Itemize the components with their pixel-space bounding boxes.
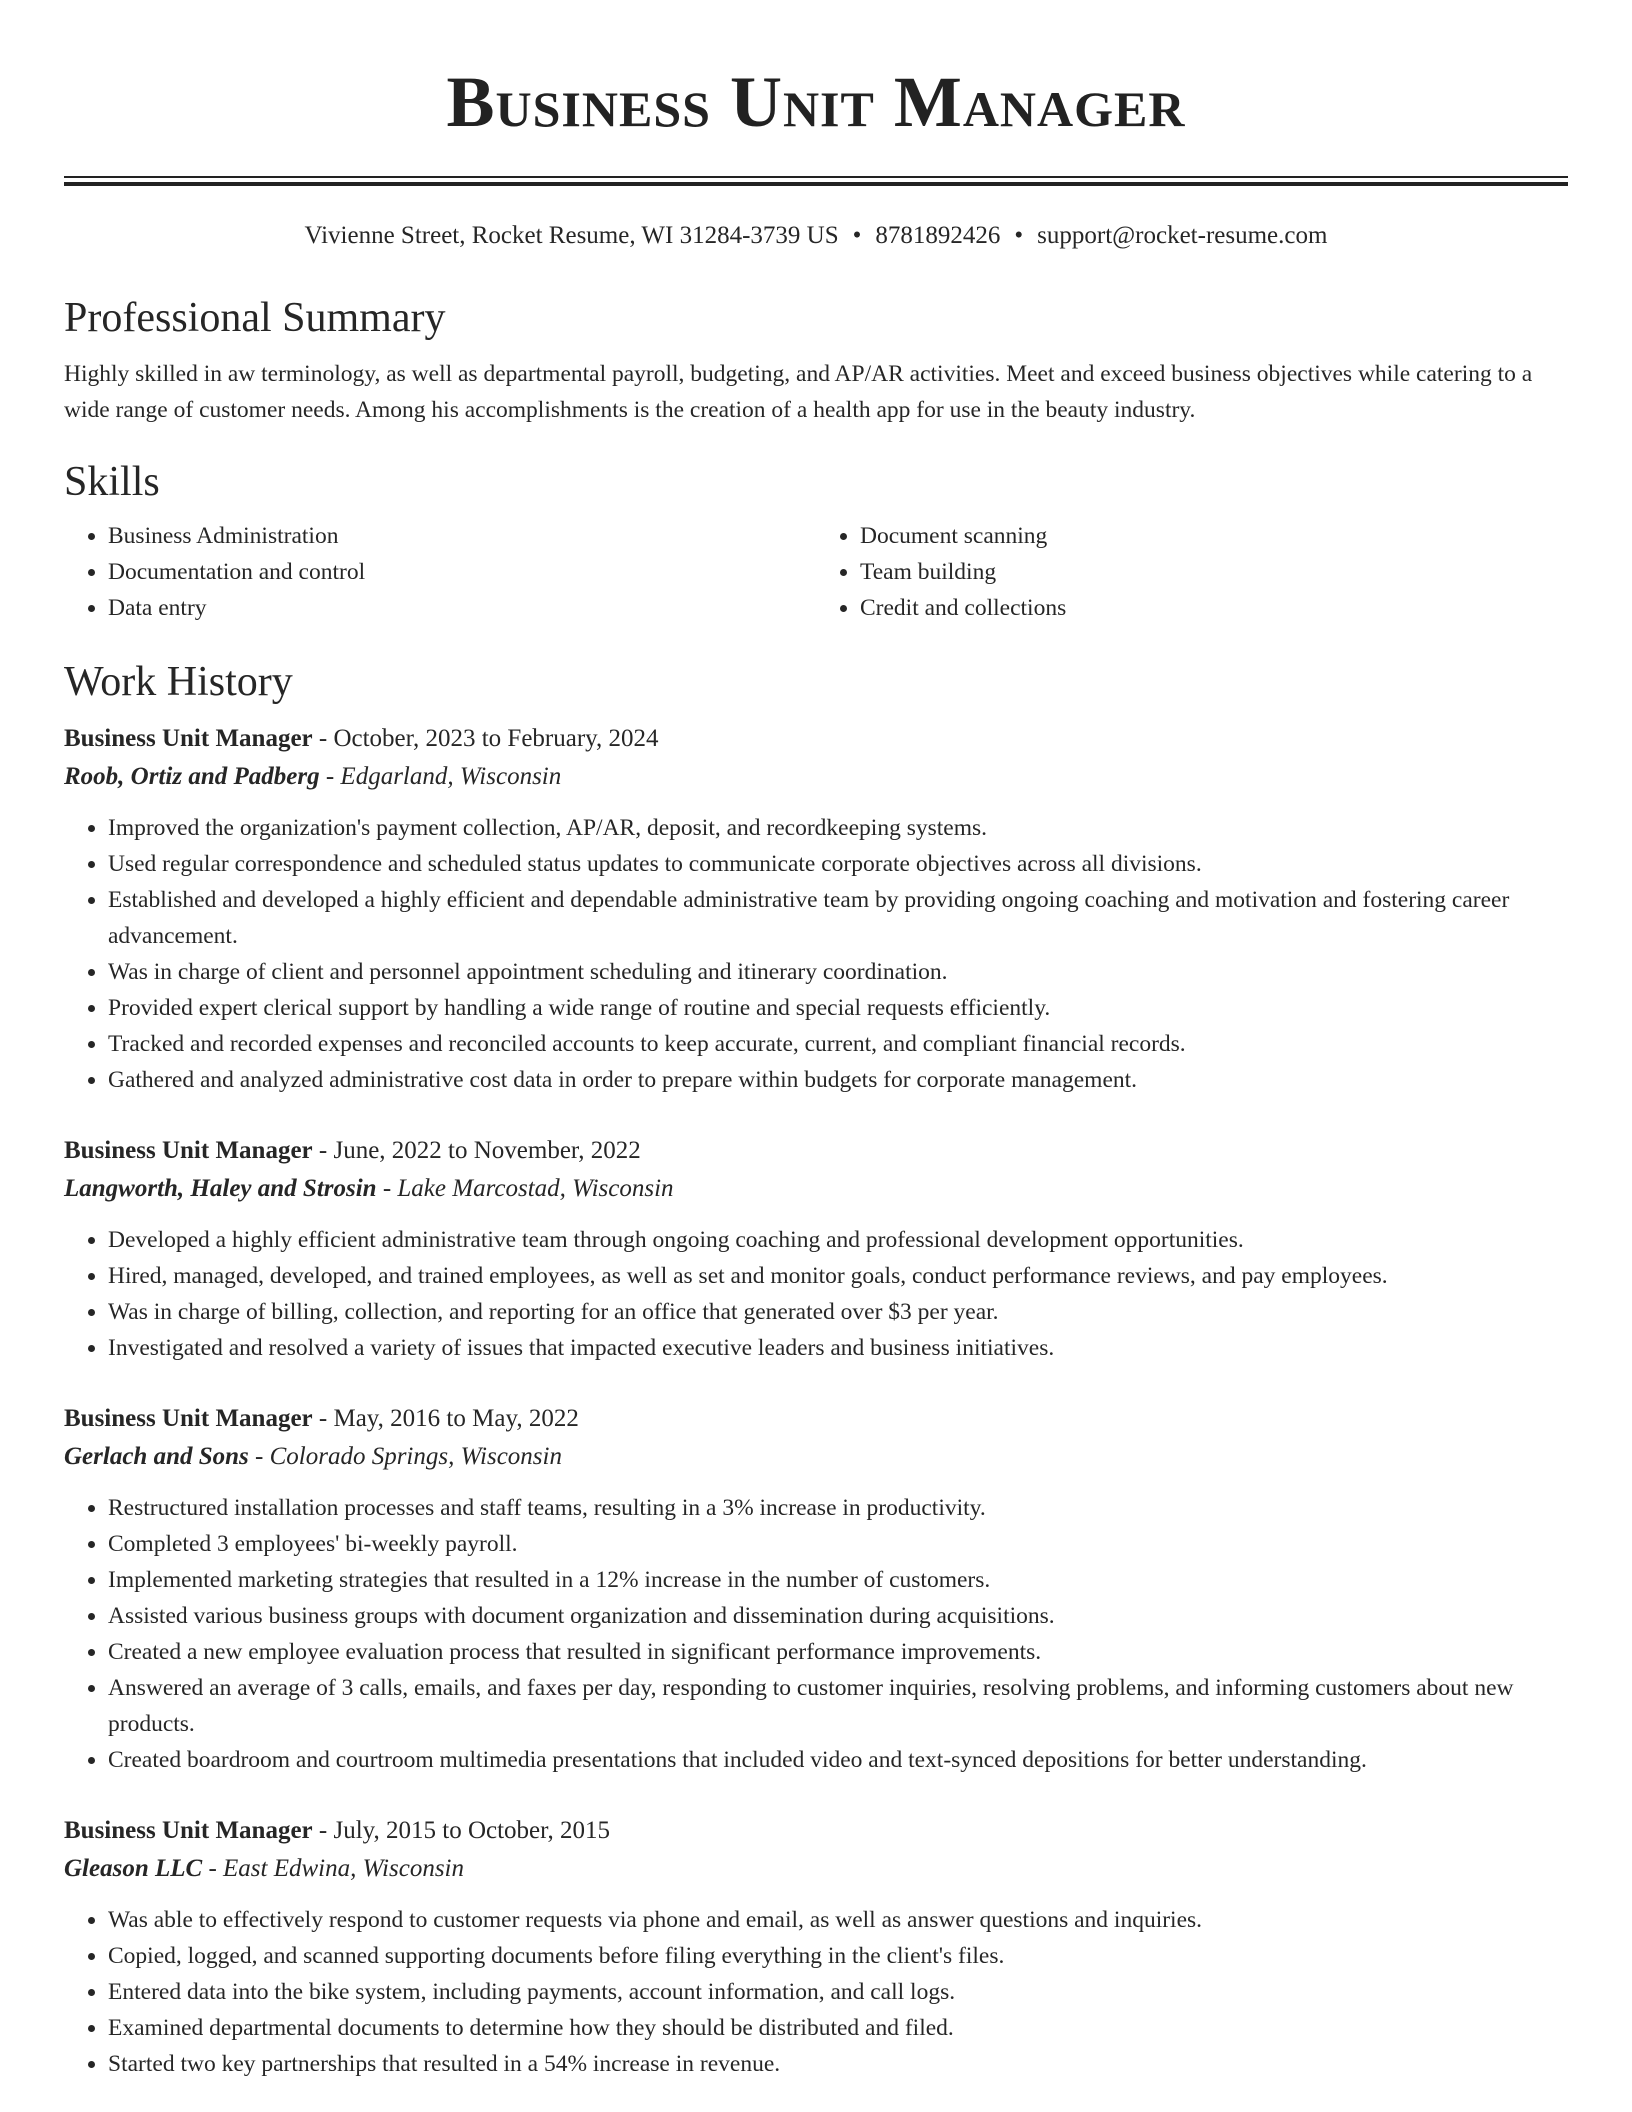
job-bullet: • Was in charge of client and personnel appointment scheduling and itinerary coordination. [108, 954, 1568, 990]
job-bullet: • Tracked and recorded expenses and reconciled accounts to keep accurate, current, and compliant financial records. [108, 1026, 1568, 1062]
job-bullets [64, 810, 1568, 1098]
company-location: - Edgarland, Wisconsin [319, 763, 562, 790]
skills-column-left [64, 518, 816, 626]
job-bullet: • Started two key partnerships that resulted in a 54% increase in revenue. [108, 2046, 1568, 2082]
company-location: - East Edwina, Wisconsin [202, 1855, 465, 1882]
job-bullet: • Used regular correspondence and scheduled status updates to communicate corporate objectives across all divisions. [108, 846, 1568, 882]
contact-separator: • [1014, 222, 1024, 249]
title-divider [64, 176, 1568, 186]
company-line [64, 758, 1568, 796]
page-title: Business Unit Manager [446, 62, 1186, 142]
job-bullet: • Provided expert clerical support by handling a wide range of routine and special requests efficiently. [108, 990, 1568, 1026]
job-bullet: • Was able to effectively respond to customer requests via phone and email, as well as answer questions and inquiries. [108, 1902, 1568, 1938]
company-name: Langworth, Haley and Strosin [64, 1175, 377, 1202]
job-bullet: • Developed a highly efficient administrative team through ongoing coaching and professional development opportunities. [108, 1222, 1568, 1258]
job-title: Business Unit Manager [64, 1137, 313, 1164]
job-bullet: • Copied, logged, and scanned supporting documents before filing everything in the client's files. [108, 1938, 1568, 1974]
contact-phone: 8781892426 [875, 222, 1001, 249]
skill-item: • Business Administration [108, 518, 816, 554]
job-bullet: • Examined departmental documents to determine how they should be distributed and filed. [108, 2010, 1568, 2046]
company-name: Gleason LLC [64, 1855, 203, 1882]
skill-item: • Credit and collections [860, 590, 1568, 626]
job-bullet: • Assisted various business groups with document organization and dissemination during acquisitions. [108, 1598, 1568, 1634]
job-bullet: • Created a new employee evaluation process that resulted in significant performance improvements. [108, 1634, 1568, 1670]
contact-line [64, 220, 1568, 252]
job-title: Business Unit Manager [64, 1817, 313, 1844]
company-name: Roob, Ortiz and Padberg [64, 763, 320, 790]
job-bullet: • Improved the organization's payment collection, AP/AR, deposit, and recordkeeping systems. [108, 810, 1568, 846]
skill-item: • Documentation and control [108, 554, 816, 590]
job-bullets [64, 1490, 1568, 1778]
job-entry [64, 720, 1568, 1098]
job-bullet: • Established and developed a highly efficient and dependable administrative team by providing ongoing coaching and motivation and fostering career advancement. [108, 882, 1568, 954]
job-bullet: • Entered data into the bike system, including payments, account information, and call logs. [108, 1974, 1568, 2010]
contact-email: support@rocket-resume.com [1037, 222, 1328, 249]
skill-item: • Data entry [108, 590, 816, 626]
job-dates: - July, 2015 to October, 2015 [312, 1817, 610, 1844]
job-bullet: • Completed 3 employees' bi-weekly payroll. [108, 1526, 1568, 1562]
job-entry [64, 1400, 1568, 1778]
company-line [64, 1438, 1568, 1476]
job-dates: - October, 2023 to February, 2024 [312, 725, 659, 752]
job-dates: - May, 2016 to May, 2022 [312, 1405, 579, 1432]
job-bullet: • Answered an average of 3 calls, emails, and faxes per day, responding to customer inquiries, resolving problems, and informing customers about new products. [108, 1670, 1568, 1742]
job-entry [64, 1132, 1568, 1366]
job-bullet: • Implemented marketing strategies that resulted in a 12% increase in the number of customers. [108, 1562, 1568, 1598]
skill-item: • Team building [860, 554, 1568, 590]
job-bullet: • Investigated and resolved a variety of issues that impacted executive leaders and business initiatives. [108, 1330, 1568, 1366]
skills-column-right [816, 518, 1568, 626]
skill-item: • Document scanning [860, 518, 1568, 554]
summary-heading: Professional Summary [64, 295, 446, 341]
company-name: Gerlach and Sons [64, 1443, 249, 1470]
job-bullets [64, 1222, 1568, 1366]
job-bullets [64, 1902, 1568, 2082]
contact-address: Vivienne Street, Rocket Resume, WI 31284-3739 US [304, 222, 839, 249]
work-history-heading: Work History [64, 659, 293, 705]
job-title-line [64, 1400, 1568, 1438]
company-line [64, 1850, 1568, 1888]
skills-heading: Skills [64, 459, 160, 505]
job-bullet: • Gathered and analyzed administrative cost data in order to prepare within budgets for corporate management. [108, 1062, 1568, 1098]
job-entry [64, 1812, 1568, 2082]
job-dates: - June, 2022 to November, 2022 [312, 1137, 641, 1164]
job-title-line [64, 720, 1568, 758]
job-bullet: • Hired, managed, developed, and trained employees, as well as set and monitor goals, conduct performance reviews, and pay employees. [108, 1258, 1568, 1294]
job-title: Business Unit Manager [64, 725, 313, 752]
skills-list [64, 518, 1568, 626]
job-bullet: • Was in charge of billing, collection, and reporting for an office that generated over $3 per year. [108, 1294, 1568, 1330]
job-title-line [64, 1132, 1568, 1170]
job-bullet: • Restructured installation processes and staff teams, resulting in a 3% increase in productivity. [108, 1490, 1568, 1526]
job-title: Business Unit Manager [64, 1405, 313, 1432]
company-location: - Lake Marcostad, Wisconsin [376, 1175, 674, 1202]
contact-separator: • [852, 222, 862, 249]
job-title-line [64, 1812, 1568, 1850]
job-bullet: • Created boardroom and courtroom multimedia presentations that included video and text-synced depositions for better understanding. [108, 1742, 1568, 1778]
company-location: - Colorado Springs, Wisconsin [248, 1443, 562, 1470]
summary-text: Highly skilled in aw terminology, as well as departmental payroll, budgeting, and AP/AR activities. Meet and exceed business objectives while catering to a wide range of customer needs. Among his accomplishments is the creation of a health app for use in the beauty industry. [64, 361, 1533, 423]
company-line [64, 1170, 1568, 1208]
